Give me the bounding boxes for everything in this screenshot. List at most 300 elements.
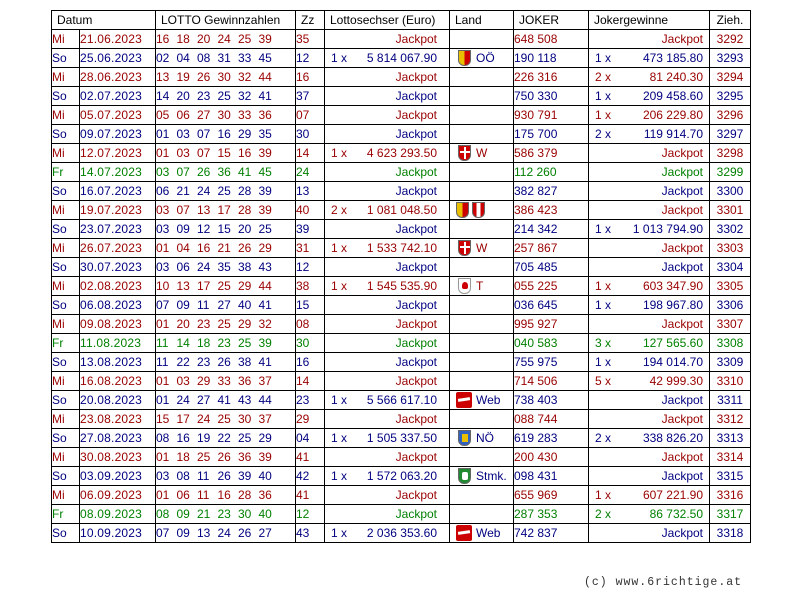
- date-cell: 23.07.2023: [80, 220, 156, 239]
- date-cell: 23.08.2023: [80, 410, 156, 429]
- lottosechser-cell: [325, 353, 450, 372]
- joker-amount: 81 240.30: [649, 70, 703, 84]
- lotto-number: 43: [258, 260, 272, 274]
- joker-cell: 036 645: [514, 296, 589, 315]
- lotto-number: 27: [197, 108, 211, 122]
- jokergewinne-cell: [589, 30, 710, 49]
- lotto-number: 36: [258, 488, 272, 502]
- numbers-cell: [156, 524, 296, 543]
- lotto-number: 20: [197, 32, 211, 46]
- lotto-number: 40: [258, 507, 272, 521]
- numbers-cell: [156, 296, 296, 315]
- joker-count: 5 x: [595, 374, 612, 388]
- ziehung-cell: 3294: [710, 68, 751, 87]
- lotto-number: 29: [197, 374, 211, 388]
- weekday-cell: Mi: [52, 372, 80, 391]
- lottosechser-cell: [325, 220, 450, 239]
- joker-amount: Jackpot: [661, 450, 703, 464]
- joker-cell: 750 330: [514, 87, 589, 106]
- lotto-number: 24: [217, 526, 231, 540]
- lotto-number: 29: [238, 127, 252, 141]
- sechser-amount: 1 572 063.20: [366, 469, 437, 483]
- lotto-number: 38: [238, 355, 252, 369]
- lotto-number: 39: [258, 32, 272, 46]
- table-row: [52, 372, 751, 391]
- lotto-number: 06: [176, 108, 190, 122]
- lottosechser-cell: [325, 106, 450, 125]
- date-cell: 09.08.2023: [80, 315, 156, 334]
- lotto-number: 03: [156, 469, 170, 483]
- zusatzzahl-cell: 08: [296, 315, 325, 334]
- weekday-cell: So: [52, 391, 80, 410]
- wien-crest-icon: [458, 240, 471, 256]
- lotto-number: 15: [156, 412, 170, 426]
- zusatzzahl-cell: 04: [296, 429, 325, 448]
- lottosechser-cell: [325, 277, 450, 296]
- land-label: Web: [476, 526, 501, 540]
- sechser-count: 1 x: [331, 279, 348, 293]
- joker-count: 3 x: [595, 336, 612, 350]
- ziehung-cell: 3315: [710, 467, 751, 486]
- sechser-amount: Jackpot: [395, 184, 437, 198]
- jokergewinne-cell: [589, 239, 710, 258]
- lotto-number: 35: [258, 127, 272, 141]
- ziehung-cell: 3301: [710, 201, 751, 220]
- sechser-amount: Jackpot: [395, 32, 437, 46]
- lotto-number: 07: [156, 298, 170, 312]
- weekday-cell: Mi: [52, 201, 80, 220]
- land-cell: [450, 296, 514, 315]
- header-zz: Zz: [296, 11, 325, 30]
- date-cell: 27.08.2023: [80, 429, 156, 448]
- joker-cell: 655 969: [514, 486, 589, 505]
- lotto-number: 07: [197, 127, 211, 141]
- ziehung-cell: 3313: [710, 429, 751, 448]
- lotto-number: 17: [197, 279, 211, 293]
- lotto-number: 11: [197, 469, 210, 483]
- zusatzzahl-cell: 14: [296, 144, 325, 163]
- joker-amount: 86 732.50: [649, 507, 703, 521]
- lotto-number: 32: [238, 70, 252, 84]
- lotto-number: 27: [217, 298, 231, 312]
- lotto-number: 07: [156, 526, 170, 540]
- land-cell: [450, 486, 514, 505]
- lotto-number: 01: [156, 127, 170, 141]
- numbers-cell: [156, 486, 296, 505]
- wien-crest-icon: [458, 145, 471, 161]
- header-jokergewinne: Jokergewinne: [589, 11, 710, 30]
- table-row: [52, 353, 751, 372]
- joker-cell: 040 583: [514, 334, 589, 353]
- table-row: [52, 258, 751, 277]
- numbers-cell: [156, 201, 296, 220]
- lotto-number: 13: [197, 526, 211, 540]
- joker-amount: 198 967.80: [642, 298, 703, 312]
- numbers-cell: [156, 144, 296, 163]
- copyright: (c) www.6richtige.at: [584, 576, 743, 589]
- lotto-number: 41: [238, 165, 252, 179]
- date-cell: 26.07.2023: [80, 239, 156, 258]
- lotto-number: 30: [238, 507, 252, 521]
- weekday-cell: So: [52, 467, 80, 486]
- joker-cell: 930 791: [514, 106, 589, 125]
- weekday-cell: Mi: [52, 239, 80, 258]
- lottosechser-cell: [325, 125, 450, 144]
- ziehung-cell: 3312: [710, 410, 751, 429]
- land-label: W: [476, 146, 488, 160]
- joker-cell: 226 316: [514, 68, 589, 87]
- lotto-number: 09: [176, 222, 190, 236]
- lotto-number: 20: [176, 317, 190, 331]
- weekday-cell: Mi: [52, 315, 80, 334]
- jokergewinne-cell: [589, 125, 710, 144]
- joker-cell: 586 379: [514, 144, 589, 163]
- table-row: [52, 391, 751, 410]
- zusatzzahl-cell: 16: [296, 68, 325, 87]
- table-row: [52, 87, 751, 106]
- joker-amount: Jackpot: [661, 260, 703, 274]
- jokergewinne-cell: [589, 68, 710, 87]
- joker-cell: 098 431: [514, 467, 589, 486]
- ziehung-cell: 3305: [710, 277, 751, 296]
- lotto-number: 44: [258, 70, 272, 84]
- sechser-amount: Jackpot: [395, 298, 437, 312]
- table-row: [52, 182, 751, 201]
- lottosechser-cell: [325, 201, 450, 220]
- weekday-cell: Mi: [52, 106, 80, 125]
- lottosechser-cell: [325, 524, 450, 543]
- ziehung-cell: 3307: [710, 315, 751, 334]
- table-row: [52, 467, 751, 486]
- lottosechser-cell: [325, 30, 450, 49]
- lotto-number: 14: [156, 89, 170, 103]
- ziehung-cell: 3309: [710, 353, 751, 372]
- jokergewinne-cell: [589, 163, 710, 182]
- weekday-cell: Mi: [52, 448, 80, 467]
- numbers-cell: [156, 163, 296, 182]
- lotto-number: 25: [238, 32, 252, 46]
- lotto-number: 39: [258, 146, 272, 160]
- lotto-number: 11: [197, 298, 210, 312]
- zusatzzahl-cell: 38: [296, 277, 325, 296]
- lotto-number: 40: [238, 298, 252, 312]
- lotto-number: 19: [197, 431, 211, 445]
- land-cell: [450, 220, 514, 239]
- zusatzzahl-cell: 42: [296, 467, 325, 486]
- table-row: [52, 239, 751, 258]
- lottosechser-cell: [325, 68, 450, 87]
- land-cell: [450, 353, 514, 372]
- lotto-number: 13: [156, 70, 170, 84]
- lotto-number: 03: [176, 127, 190, 141]
- jokergewinne-cell: [589, 505, 710, 524]
- lotto-number: 13: [197, 203, 211, 217]
- lotto-number: 27: [258, 526, 272, 540]
- sechser-count: 1 x: [331, 393, 348, 407]
- numbers-cell: [156, 277, 296, 296]
- header-land: Land: [450, 11, 514, 30]
- lottosechser-cell: [325, 505, 450, 524]
- sechser-amount: Jackpot: [395, 89, 437, 103]
- sechser-count: 1 x: [331, 431, 348, 445]
- lotto-number: 40: [258, 469, 272, 483]
- land-cell: [450, 315, 514, 334]
- lotto-number: 26: [238, 241, 252, 255]
- joker-cell: 190 118: [514, 49, 589, 68]
- date-cell: 06.09.2023: [80, 486, 156, 505]
- lotto-number: 33: [238, 51, 252, 65]
- table-row: [52, 524, 751, 543]
- lottosechser-cell: [325, 448, 450, 467]
- lottosechser-cell: [325, 296, 450, 315]
- joker-amount: 209 458.60: [642, 89, 703, 103]
- joker-amount: Jackpot: [661, 317, 703, 331]
- lotto-number: 32: [258, 317, 272, 331]
- numbers-cell: [156, 429, 296, 448]
- lotto-number: 08: [197, 51, 211, 65]
- jokergewinne-cell: [589, 220, 710, 239]
- numbers-cell: [156, 106, 296, 125]
- lottosechser-cell: [325, 239, 450, 258]
- sechser-count: 1 x: [331, 51, 348, 65]
- sechser-amount: Jackpot: [395, 488, 437, 502]
- joker-amount: 338 826.20: [642, 431, 703, 445]
- lotto-number: 32: [238, 89, 252, 103]
- jokergewinne-cell: [589, 106, 710, 125]
- lotto-number: 25: [217, 279, 231, 293]
- sechser-amount: 1 545 535.90: [366, 279, 437, 293]
- lotto-number: 06: [156, 184, 170, 198]
- land-cell: [450, 106, 514, 125]
- lotto-number: 19: [176, 70, 190, 84]
- sechser-amount: Jackpot: [395, 165, 437, 179]
- lotto-number: 27: [197, 393, 211, 407]
- joker-cell: 742 837: [514, 524, 589, 543]
- jokergewinne-cell: [589, 410, 710, 429]
- joker-count: 1 x: [595, 355, 612, 369]
- numbers-cell: [156, 239, 296, 258]
- header-ziehung: Zieh.: [710, 11, 751, 30]
- numbers-cell: [156, 448, 296, 467]
- lotto-number: 39: [258, 184, 272, 198]
- zusatzzahl-cell: 15: [296, 296, 325, 315]
- lotto-number: 01: [156, 450, 170, 464]
- table-row: [52, 49, 751, 68]
- lotto-number: 37: [258, 374, 272, 388]
- land-cell: [450, 258, 514, 277]
- numbers-cell: [156, 30, 296, 49]
- land-label: OÖ: [476, 51, 495, 65]
- lotto-number: 16: [156, 32, 170, 46]
- lotto-number: 25: [258, 222, 272, 236]
- numbers-cell: [156, 49, 296, 68]
- date-cell: 13.08.2023: [80, 353, 156, 372]
- land-cell: [450, 87, 514, 106]
- lotto-results-table: [51, 10, 751, 543]
- sechser-amount: Jackpot: [395, 507, 437, 521]
- zusatzzahl-cell: 37: [296, 87, 325, 106]
- table-row: [52, 448, 751, 467]
- sechser-amount: Jackpot: [395, 412, 437, 426]
- land-cell: [450, 410, 514, 429]
- numbers-cell: [156, 467, 296, 486]
- lotto-number: 07: [197, 146, 211, 160]
- ziehung-cell: 3298: [710, 144, 751, 163]
- joker-count: 2 x: [595, 431, 612, 445]
- lotto-number: 01: [156, 393, 170, 407]
- joker-count: 2 x: [595, 70, 612, 84]
- lotto-number: 41: [217, 393, 231, 407]
- lotto-number: 24: [217, 32, 231, 46]
- weekday-cell: Fr: [52, 334, 80, 353]
- carinthia-crest-icon: [456, 202, 469, 218]
- sechser-count: 1 x: [331, 469, 348, 483]
- lotto-number: 07: [176, 203, 190, 217]
- lotto-number: 41: [258, 298, 272, 312]
- land-cell: [450, 372, 514, 391]
- zusatzzahl-cell: 24: [296, 163, 325, 182]
- lotto-number: 10: [156, 279, 170, 293]
- lotto-number: 44: [258, 279, 272, 293]
- table-row: [52, 201, 751, 220]
- weekday-cell: So: [52, 296, 80, 315]
- lotto-number: 29: [238, 317, 252, 331]
- lotto-number: 23: [197, 317, 211, 331]
- table-row: [52, 429, 751, 448]
- ziehung-cell: 3300: [710, 182, 751, 201]
- joker-count: 1 x: [595, 488, 612, 502]
- land-cell: [450, 125, 514, 144]
- header-lottosechser: Lottosechser (Euro): [325, 11, 450, 30]
- lotto-number: 23: [217, 336, 231, 350]
- numbers-cell: [156, 220, 296, 239]
- lotto-number: 30: [217, 108, 231, 122]
- lotto-number: 09: [176, 507, 190, 521]
- date-cell: 02.08.2023: [80, 277, 156, 296]
- land-cell: [450, 391, 514, 410]
- lotto-number: 06: [176, 260, 190, 274]
- land-cell: [450, 144, 514, 163]
- lotto-number: 15: [217, 222, 231, 236]
- jokergewinne-cell: [589, 429, 710, 448]
- joker-cell: 088 744: [514, 410, 589, 429]
- lotto-number: 11: [156, 355, 169, 369]
- lotto-number: 15: [217, 146, 231, 160]
- lotto-number: 28: [238, 203, 252, 217]
- lotto-number: 20: [176, 89, 190, 103]
- table-row: [52, 315, 751, 334]
- ziehung-cell: 3297: [710, 125, 751, 144]
- lotto-number: 03: [156, 222, 170, 236]
- lottosechser-cell: [325, 315, 450, 334]
- lotto-number: 39: [258, 336, 272, 350]
- lottosechser-cell: [325, 429, 450, 448]
- joker-amount: Jackpot: [661, 469, 703, 483]
- ziehung-cell: 3308: [710, 334, 751, 353]
- joker-cell: 200 430: [514, 448, 589, 467]
- zusatzzahl-cell: 35: [296, 30, 325, 49]
- land-label: T: [476, 279, 484, 293]
- joker-amount: 42 999.30: [649, 374, 703, 388]
- header-datum: Datum: [52, 11, 156, 30]
- sechser-amount: 5 566 617.10: [366, 393, 437, 407]
- table-row: [52, 106, 751, 125]
- web-logo-icon: [456, 525, 472, 541]
- ziehung-cell: 3314: [710, 448, 751, 467]
- jokergewinne-cell: [589, 182, 710, 201]
- table-row: [52, 334, 751, 353]
- weekday-cell: So: [52, 524, 80, 543]
- date-cell: 12.07.2023: [80, 144, 156, 163]
- joker-amount: Jackpot: [661, 165, 703, 179]
- lotto-number: 25: [197, 450, 211, 464]
- land-cell: [450, 429, 514, 448]
- numbers-cell: [156, 315, 296, 334]
- zusatzzahl-cell: 39: [296, 220, 325, 239]
- weekday-cell: So: [52, 125, 80, 144]
- land-cell: [450, 448, 514, 467]
- joker-amount: 206 229.80: [642, 108, 703, 122]
- joker-count: 2 x: [595, 127, 612, 141]
- lotto-number: 26: [217, 355, 231, 369]
- sechser-amount: Jackpot: [395, 355, 437, 369]
- lotto-number: 25: [238, 431, 252, 445]
- land-cell: [450, 505, 514, 524]
- lotto-number: 08: [156, 431, 170, 445]
- land-cell: [450, 239, 514, 258]
- sechser-amount: Jackpot: [395, 450, 437, 464]
- land-cell: [450, 277, 514, 296]
- lotto-number: 14: [176, 336, 190, 350]
- ziehung-cell: 3317: [710, 505, 751, 524]
- sechser-amount: Jackpot: [395, 336, 437, 350]
- joker-amount: Jackpot: [661, 526, 703, 540]
- jokergewinne-cell: [589, 334, 710, 353]
- sechser-count: 1 x: [331, 241, 348, 255]
- lotto-number: 30: [217, 70, 231, 84]
- lotto-number: 16: [238, 146, 252, 160]
- date-cell: 16.07.2023: [80, 182, 156, 201]
- jokergewinne-cell: [589, 448, 710, 467]
- lotto-number: 31: [217, 51, 231, 65]
- lotto-number: 03: [176, 146, 190, 160]
- jokergewinne-cell: [589, 353, 710, 372]
- numbers-cell: [156, 353, 296, 372]
- stmk-crest-icon: [458, 468, 471, 484]
- date-cell: 14.07.2023: [80, 163, 156, 182]
- lotto-number: 44: [258, 393, 272, 407]
- lotto-number: 29: [258, 431, 272, 445]
- lotto-number: 39: [258, 203, 272, 217]
- lottosechser-cell: [325, 410, 450, 429]
- table-row: [52, 296, 751, 315]
- lottosechser-cell: [325, 144, 450, 163]
- joker-amount: Jackpot: [661, 184, 703, 198]
- lotto-number: 36: [238, 450, 252, 464]
- sechser-amount: Jackpot: [395, 260, 437, 274]
- date-cell: 05.07.2023: [80, 106, 156, 125]
- lotto-number: 03: [156, 260, 170, 274]
- joker-cell: 112 260: [514, 163, 589, 182]
- ziehung-cell: 3302: [710, 220, 751, 239]
- date-cell: 06.08.2023: [80, 296, 156, 315]
- table-row: [52, 68, 751, 87]
- lotto-number: 07: [176, 165, 190, 179]
- table-row: [52, 220, 751, 239]
- lotto-number: 16: [176, 431, 190, 445]
- date-cell: 11.08.2023: [80, 334, 156, 353]
- joker-cell: 714 506: [514, 372, 589, 391]
